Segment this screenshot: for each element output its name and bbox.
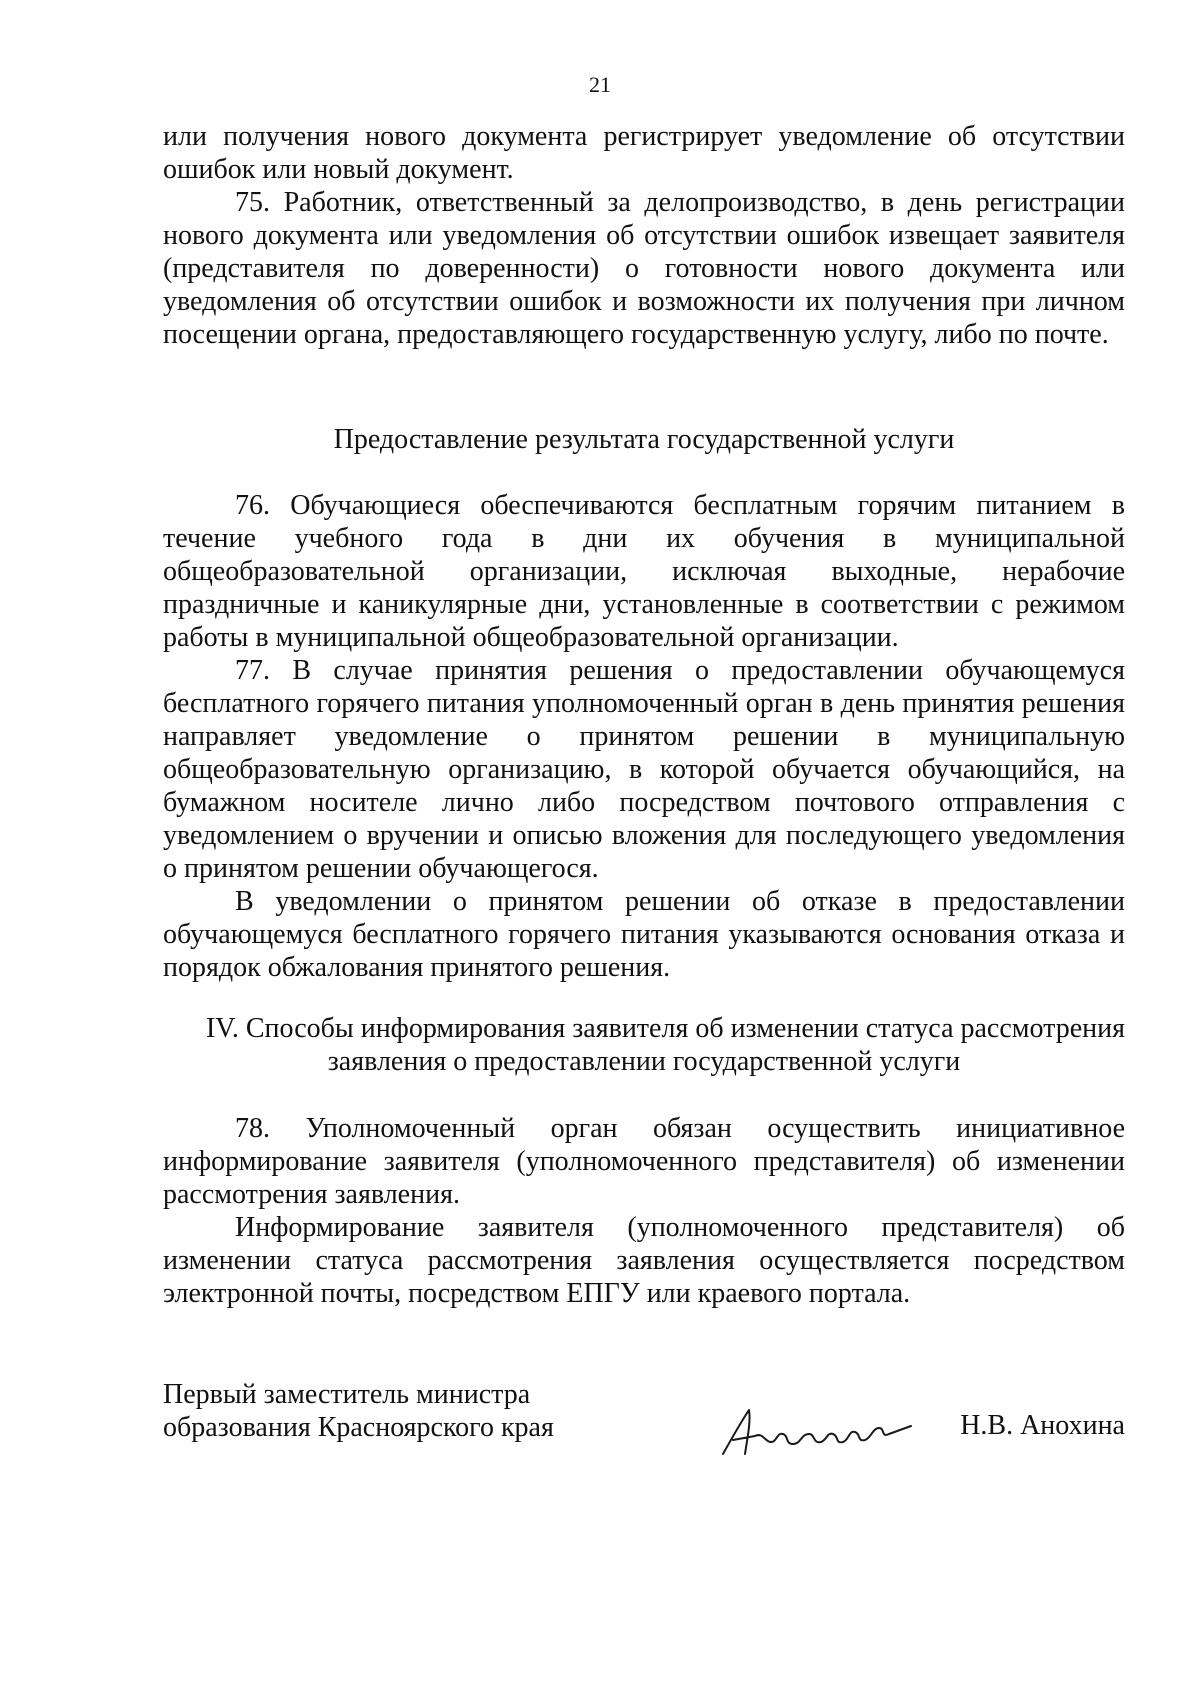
paragraph-77: 77. В случае принятия решения о предоставлении обучающемуся бесплатного горячего питания уполномоченный орган в день принятия решения направляет уведомление о принятом решении в муниципальную общеобразовательную организацию, в которой обучается обучающийся, на бумажном носителе лично либо посредством почтового отправления с уведомлением о вручении и описью вложения для последующего уведомления о принятом решении обучающегося. bbox=[163, 655, 1125, 884]
section-heading-result: Предоставление результата государственной услуги bbox=[333, 424, 955, 455]
paragraph-75: 75. Работник, ответственный за делопроизводство, в день регистрации нового документа или уведомления об отсутствии ошибок извещает заявителя (представителя по доверенности) о готовности нового документа или уведомления об отсутствии ошибок и возможности их получения при личном посещении органа, предоставляющего государственную услугу, либо по почте. bbox=[163, 187, 1125, 350]
section-heading-iv bbox=[163, 1012, 1125, 1078]
text-block-1 bbox=[163, 120, 1125, 351]
signatory-position-line1: Первый заместитель министра bbox=[163, 1379, 531, 1410]
paragraph-continuation: или получения нового документа регистрирует уведомление об отсутствии ошибок или новый документ. bbox=[163, 121, 1125, 185]
signatory-position-line2: образования Красноярского края bbox=[163, 1412, 554, 1443]
signatory-name: Н.В. Анохина bbox=[960, 1410, 1125, 1441]
paragraph-77-refusal: В уведомлении о принятом решении об отказе в предоставлении обучающемуся бесплатного горячего питания указываются основания отказа и порядок обжалования принятого решения. bbox=[163, 886, 1125, 983]
text-block-3 bbox=[163, 1112, 1125, 1310]
section-heading-iv-line1: IV. Способы информирования заявителя об изменении статуса рассмотрения bbox=[205, 1013, 1125, 1044]
handwritten-signature bbox=[715, 1396, 915, 1466]
paragraph-78: 78. Уполномоченный орган обязан осуществить инициативное информирование заявителя (уполномоченного представителя) об изменении рассмотрения заявления. bbox=[163, 1113, 1125, 1210]
page-number: 21 bbox=[589, 72, 611, 97]
text-block-2 bbox=[163, 489, 1125, 984]
signatory-position bbox=[163, 1378, 554, 1444]
section-heading-iv-line2: заявления о предоставлении государственной услуги bbox=[327, 1046, 961, 1077]
paragraph-76: 76. Обучающиеся обеспечиваются бесплатным горячим питанием в течение учебного года в дни их обучения в муниципальной общеобразовательной организации, исключая выходные, нерабочие праздничные и каникулярные дни, установленные в соответствии с режимом работы в муниципальной общеобразовательной организации. bbox=[163, 490, 1125, 653]
paragraph-78-informing: Информирование заявителя (уполномоченного представителя) об изменении статуса рассмотрения заявления осуществляется посредством электронной почты, посредством ЕПГУ или краевого портала. bbox=[163, 1212, 1125, 1309]
